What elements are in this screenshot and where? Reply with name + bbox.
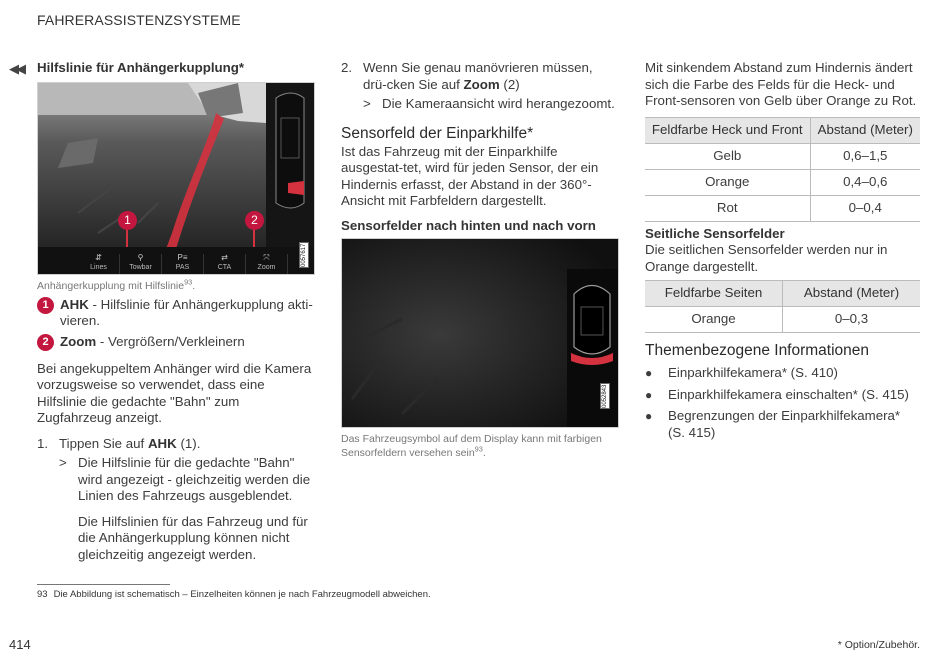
table-cell: 0–0,4: [810, 195, 920, 221]
step-1-num: 1.: [37, 435, 49, 451]
column-3: [645, 60, 920, 441]
callout-1-text: - Hilfslinie für Anhängerkupplung akti-vieren.: [60, 296, 313, 328]
table-row: [645, 195, 920, 221]
related-link-text[interactable]: Begrenzungen der Einparkhilfekamera* (S. 415): [668, 408, 901, 440]
step-2: [341, 60, 619, 93]
camera-button-bar: [38, 247, 314, 274]
footnote-number: 93: [37, 589, 48, 600]
table-cell: 0,6–1,5: [810, 143, 920, 169]
table-row: [645, 143, 920, 169]
callout-2-text: - Vergrößern/Verkleinern: [96, 333, 245, 349]
sensor-rear-front-heading: Sensorfelder nach hinten und nach vorn: [341, 217, 596, 233]
footnote: [37, 589, 431, 600]
step-2-post: (2): [499, 76, 520, 92]
caption-text: Anhängerkupplung mit Hilfslinie: [37, 279, 185, 292]
step-1-result-text: Die Hilfslinie für die gedachte "Bahn" wird angezeigt - gleichzeitig werden die Linien des Fahrzeugs ausgeblendet.: [78, 455, 311, 503]
zoom-icon: ⤧: [263, 252, 270, 262]
table1-header-distance: Abstand (Meter): [810, 117, 920, 143]
related-info-heading: Themenbezogene Informationen: [645, 342, 870, 359]
callout-2-key: Zoom: [60, 333, 97, 349]
step-2-num: 2.: [341, 60, 353, 75]
result-marker: >: [363, 96, 371, 111]
camera-screen-figure: [37, 82, 315, 275]
footnote-text: Die Abbildung ist schematisch – Einzelheiten können je nach Fahrzeugmodell abweichen.: [53, 589, 431, 600]
related-link[interactable]: [645, 408, 920, 441]
lines-button[interactable]: [78, 254, 120, 274]
rear-front-color-table: [645, 117, 920, 222]
table-cell: Orange: [645, 307, 783, 333]
sensor-view-illustration: [342, 239, 619, 428]
step-1-pre: Tippen Sie auf: [59, 435, 148, 451]
footnote-divider: [37, 584, 170, 585]
towbar-button[interactable]: [120, 254, 162, 274]
step-2-result-text: Die Kameraansicht wird herangezoomt.: [382, 96, 615, 111]
page-number: 414: [9, 637, 31, 652]
related-link[interactable]: [645, 387, 920, 404]
sensor-figure-caption: Das Fahrzeugsymbol auf dem Display kann mit farbigen Sensorfeldern versehen sein$^{93}$.: [341, 433, 602, 459]
result-marker: >: [59, 455, 67, 470]
side-sensor-heading: Seitliche Sensorfelder: [645, 225, 785, 241]
table-cell: Rot: [645, 195, 810, 221]
side-color-table: [645, 280, 920, 333]
callout-2: [37, 334, 315, 351]
option-note: * Option/Zubehör.: [837, 639, 920, 651]
pas-icon: P≡: [177, 252, 188, 262]
table-cell: Gelb: [645, 143, 810, 169]
step-1-post: (1).: [176, 435, 201, 451]
towbar-guide-heading: Hilfslinie für Anhängerkupplung*: [37, 60, 245, 75]
cta-button[interactable]: [204, 254, 246, 274]
table-cell: Orange: [645, 169, 810, 195]
towbar-icon: ⚲: [137, 252, 144, 262]
table-cell: 0,4–0,6: [810, 169, 920, 195]
step-1-result: [37, 455, 315, 505]
related-link-text[interactable]: Einparkhilfekamera einschalten* (S. 415): [668, 386, 909, 402]
cta-label: CTA: [217, 263, 232, 271]
zoom-button[interactable]: [246, 254, 288, 274]
caption-footnote-ref: 93: [184, 277, 193, 286]
callout-1: [37, 297, 315, 330]
related-link-text[interactable]: Einparkhilfekamera* (S. 410): [668, 365, 838, 380]
bullet-icon: ●: [645, 409, 653, 423]
step-2-result: [341, 96, 619, 113]
table1-header-color: Feldfarbe Heck und Front: [645, 117, 810, 143]
sensor-figure: [341, 238, 619, 428]
figure-caption: Anhängerkupplung mit Hilfslinie$^{93}$.: [37, 277, 196, 292]
side-sensor-text: Die seitlichen Sensorfelder werden nur in Orange dargestellt.: [645, 242, 888, 274]
callout-1-key: AHK: [60, 296, 89, 312]
table-row: [645, 169, 920, 195]
sensor-caption-text: Das Fahrzeugsymbol auf dem Display kann mit farbigen Sensorfeldern versehen sein: [341, 433, 602, 459]
lines-label: Lines: [90, 263, 107, 271]
table-row: [645, 307, 920, 333]
callout-badge-2: 2: [245, 211, 264, 230]
option-asterisk: *: [527, 124, 534, 142]
back-arrows-icon[interactable]: ◀◀: [9, 61, 23, 76]
guide-note: Die Hilfslinien für das Fahrzeug und für die Anhängerkupplung können nicht gleichzeitig angezeigt werden.: [78, 513, 308, 562]
related-links-list: [645, 365, 920, 441]
pas-label: PAS: [175, 263, 190, 271]
column-1: [37, 60, 315, 563]
pas-button[interactable]: [162, 254, 204, 274]
bullet-icon: ●: [645, 366, 653, 380]
step-1: [37, 436, 315, 453]
cta-icon: ⇄: [221, 252, 228, 262]
related-link[interactable]: [645, 365, 920, 382]
bullet-icon: ●: [645, 387, 653, 402]
table2-header-distance: Abstand (Meter): [783, 281, 921, 307]
sensor-field-title: Sensorfeld der Einparkhilfe: [341, 124, 528, 142]
figure-code: 0052843: [602, 384, 608, 408]
step-2-key: Zoom: [463, 76, 500, 92]
sensor-field-heading: [341, 125, 619, 143]
figure-code: 0057617: [301, 242, 307, 267]
chapter-header: FAHRERASSISTENZSYSTEME: [37, 12, 241, 28]
callout-badge-1: 1: [118, 211, 137, 230]
table-cell: 0–0,3: [783, 307, 921, 333]
lines-icon: ⇵: [95, 252, 102, 262]
color-change-intro: Mit sinkendem Abstand zum Hindernis ändert sich die Farbe des Felds für die Heck- und Front-sensoren von Gelb über Orange zu Rot.: [645, 60, 917, 108]
callout-2-badge: 2: [37, 334, 54, 351]
column-2: [341, 60, 619, 460]
zoom-label: Zoom: [257, 263, 276, 271]
step-1-key: AHK: [147, 435, 177, 451]
step-2-pre: Wenn Sie genau manövrieren müssen, drü-cken Sie auf: [363, 60, 593, 92]
towbar-label: Towbar: [129, 263, 152, 271]
sensor-caption-footnote-ref: 93: [474, 444, 483, 454]
callout-1-badge: 1: [37, 297, 54, 314]
table2-header-color: Feldfarbe Seiten: [645, 281, 783, 307]
towbar-paragraph: Bei angekuppeltem Anhänger wird die Kamera vorzugsweise so verwendet, dass eine Hilfslinie die gedachte "Bahn" zum Zugfahrzeug anzeigt.: [37, 360, 312, 425]
sensor-field-text: Ist das Fahrzeug mit der Einparkhilfe ausgestat-tet, wird für jeden Sensor, der ein Hindernis erfasst, der Abstand in der 360°-Ansicht mit Farbfeldern dargestellt.: [341, 143, 599, 208]
